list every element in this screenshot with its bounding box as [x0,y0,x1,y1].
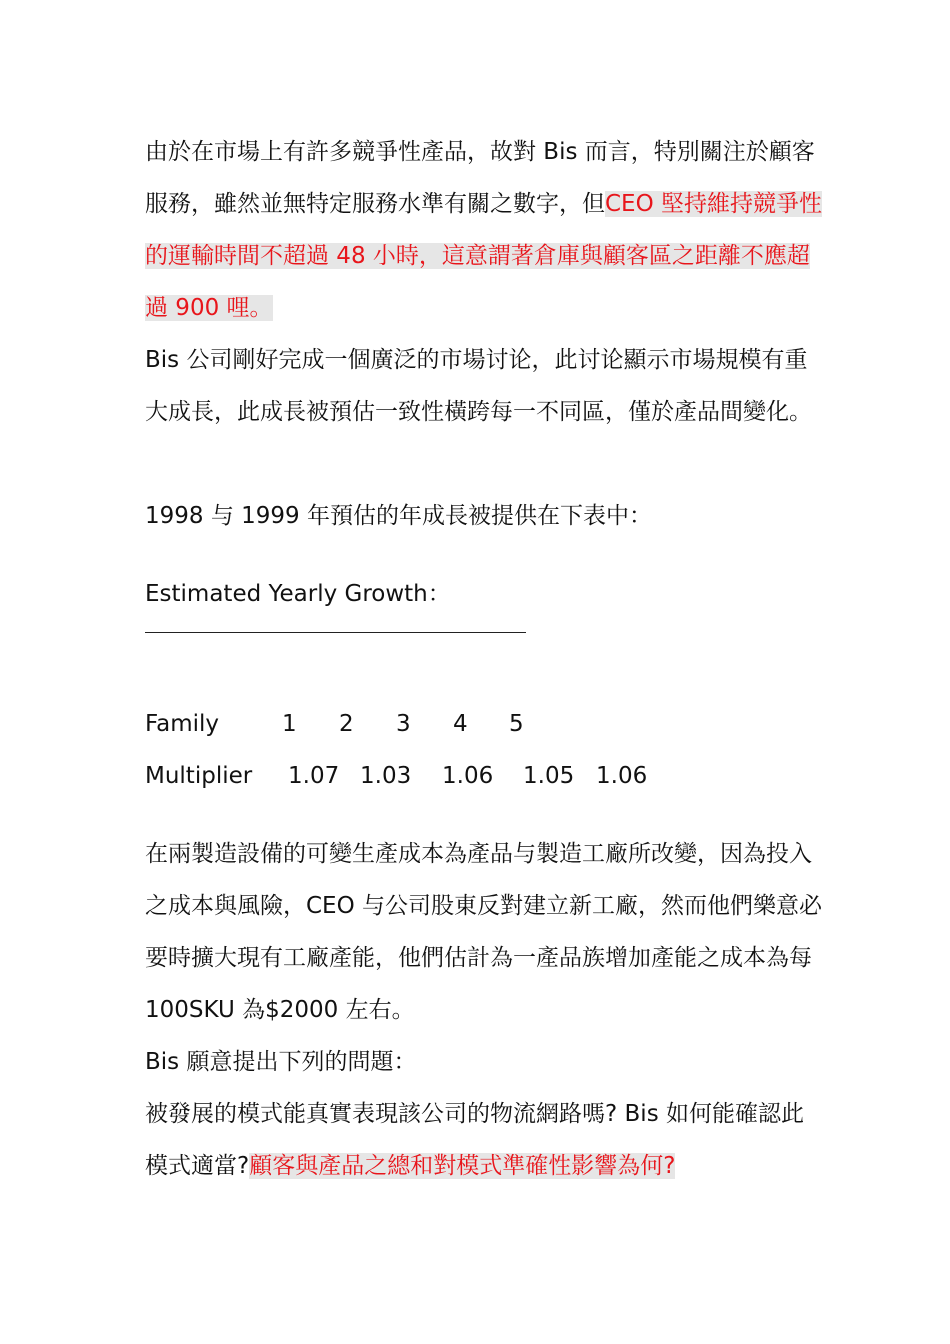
paragraph-production-cost: 在兩製造設備的可變生產成本為產品与製造工廠所改變，因為投入之成本與風險，CEO 与公司股東反對建立新工廠，然而他們樂意必要時擴大現有工廠產能，他們估計為一產品族增加產能之成本為每 100SKU 為$2000 左右。 [145,841,823,1023]
table-title: Estimated Yearly Growth： [145,581,451,607]
paragraph-questions [145,1088,825,1192]
multiplier-cell: 1.06 [596,763,648,789]
multiplier-cell: 1.03 [360,763,412,789]
table-row-multiplier [145,759,745,793]
table-row-family [145,707,745,741]
highlighted-question: 顧客與產品之總和對模式準確性影響為何? [249,1153,676,1179]
table-title-underline [145,632,526,633]
multiplier-cell: 1.05 [523,763,575,789]
paragraph-market-study: Bis 公司剛好完成一個廣泛的市場讨论，此讨论顯示市場規模有重大成長，此成長被預估一致性橫跨每一不同區，僅於產品間變化。 [145,347,812,425]
family-cell: 2 [339,711,354,737]
multiplier-cell: 1.07 [288,763,340,789]
multiplier-label: Multiplier [145,763,253,789]
multiplier-cell: 1.06 [442,763,494,789]
family-cell: 3 [396,711,411,737]
family-cell: 5 [509,711,524,737]
paragraph-customer-service [145,126,825,334]
paragraph-questions-intro: Bis 願意提出下列的問題： [145,1049,417,1075]
question-text: 被發展的模式能真實表現該公司的物流網路嗎? Bis 如何能確認此模式適當? [145,1101,804,1179]
family-label: Family [145,711,220,737]
paragraph-growth-intro: 1998 与 1999 年預估的年成長被提供在下表中： [145,503,652,529]
family-cell: 4 [453,711,468,737]
family-cell: 1 [282,711,297,737]
highlighted-ceo-requirement: CEO 堅持維持競爭性的運輸時間不超過 48 小時，這意謂著倉庫與顧客區之距離不應超過 900 哩。 [145,191,823,321]
paragraph-text: 由於在市場上有許多競爭性產品，故對 Bis 而言，特別關注於顧客服務，雖然並無特定服務水準有關之數字，但 [145,139,815,217]
